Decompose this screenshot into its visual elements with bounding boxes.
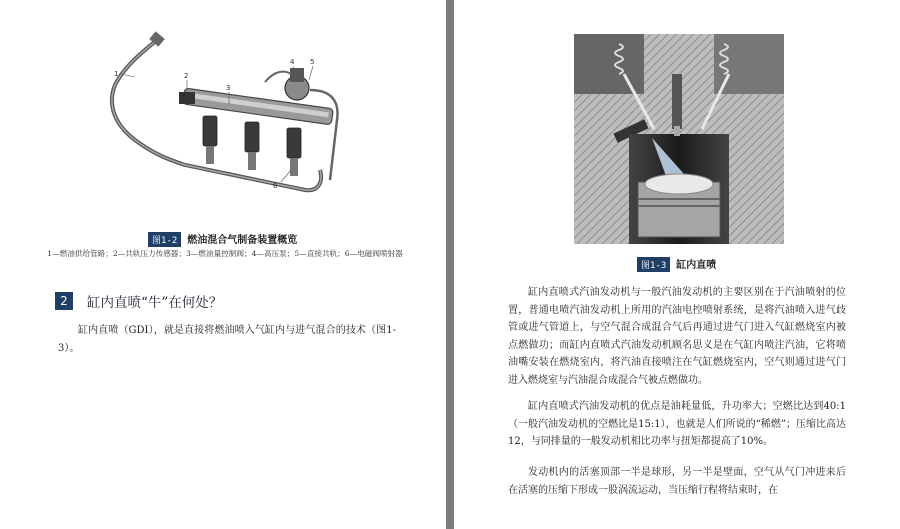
figure-caption	[148, 231, 297, 247]
figure-number: 图1-3	[637, 257, 670, 272]
figure-title: 燃油混合气制备装置概览	[187, 235, 298, 246]
figure-number: 图1-2	[148, 232, 181, 247]
section-title: 缸内直喷“牛”在何处？	[87, 295, 223, 311]
figure-title: 缸内直喷	[676, 260, 717, 271]
page-gutter	[446, 0, 454, 529]
callout-4: 4	[290, 58, 295, 66]
section-number: 2	[55, 292, 73, 310]
callout-1: 1	[114, 70, 119, 78]
right-page	[454, 0, 900, 529]
section-heading	[55, 291, 222, 311]
callout-5: 5	[310, 58, 315, 66]
figure-caption	[637, 256, 716, 272]
paragraph: 缸内直喷式汽油发动机的优点是油耗量低，升功率大；空燃比达到40:1（一般汽油发动机的空燃比是15:1），也就是人们所说的“稀燃”；压缩比高达12，与同排量的一般发动机相比功率与扭矩都提高了10%。	[508, 401, 846, 447]
paragraph: 缸内直喷式汽油发动机与一般汽油发动机的主要区别在于汽油喷射的位置，普通电喷汽油发动机上所用的汽油电控喷射系统，是将汽油喷入进气歧管或进气管道上，与空气混合成混合气后再通过进气门进入气缸燃烧室内被点燃做功；而缸内直喷式汽油发动机顾名思义是在气缸内喷注汽油，它将喷油嘴安装在燃烧室内，将汽油直接喷注在气缸燃烧室内，空气则通过进气门进入燃烧室与汽油混合成混合气被点燃做功。	[508, 287, 846, 386]
callout-6: 6	[273, 182, 278, 190]
paragraph: 发动机内的活塞顶部一半是球形，另一半是壁面，空气从气门冲进来后在活塞的压缩下形成一股涡流运动，当压缩行程将结束时，在	[508, 467, 846, 496]
callout-3: 3	[226, 84, 231, 92]
paragraph: 缸内直喷（GDI），就是直接将燃油喷入气缸内与进气混合的技术（图1-3）。	[58, 325, 396, 354]
fuel-system-illustration	[105, 30, 365, 220]
callout-2: 2	[184, 72, 189, 80]
left-page	[0, 0, 446, 529]
direct-injection-cutaway-illustration	[574, 34, 784, 244]
figure-legend: 1—燃油供给管路；2—共轨压力传感器；3—燃油量控制阀；4—高压泵；5—直接共轨；6—电磁阀喷射器	[47, 249, 403, 258]
